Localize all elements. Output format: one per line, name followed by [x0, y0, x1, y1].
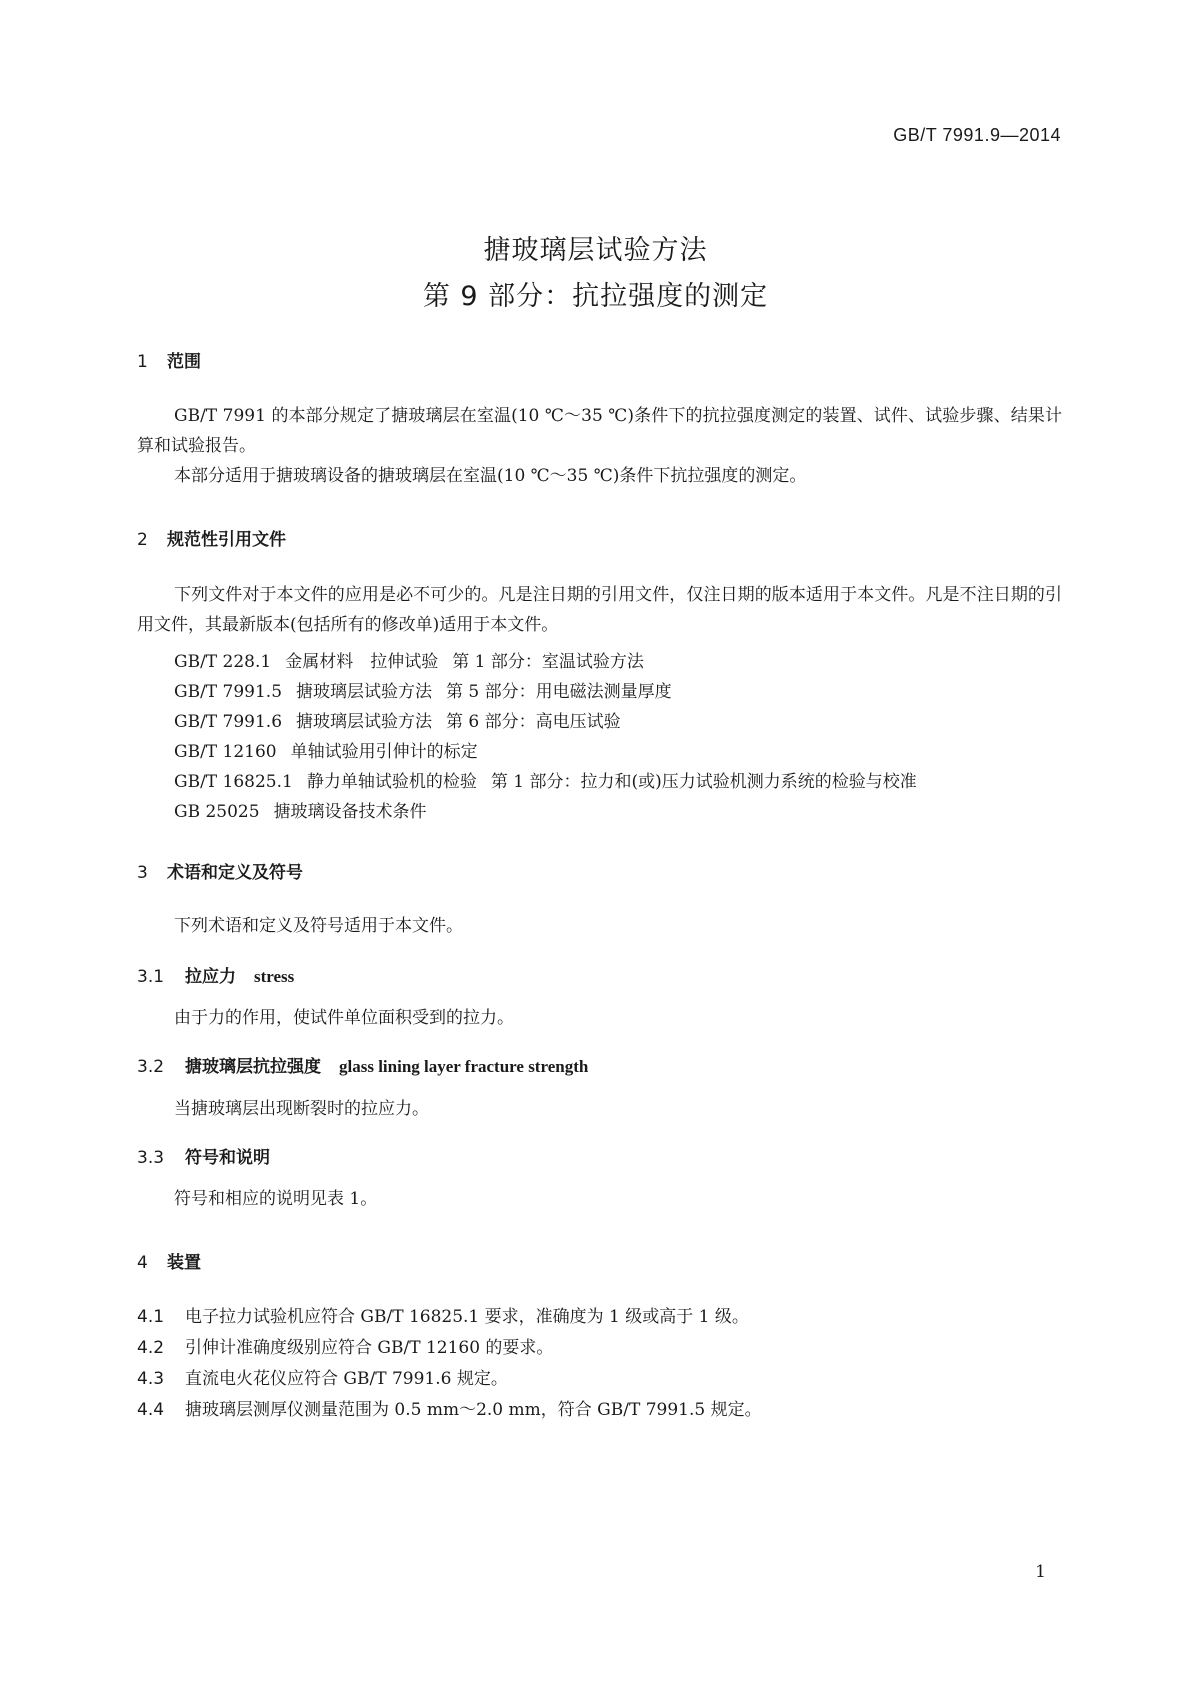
reference-title: 静力单轴试验机的检验 — [306, 772, 477, 792]
section-2-intro — [137, 580, 1062, 640]
section-2-heading — [137, 525, 286, 550]
term-3-2-heading — [137, 1052, 588, 1077]
clause-text: 引伸计准确度级别应符合 GB/T 12160 的要求。 — [185, 1338, 554, 1358]
clause-item — [137, 1364, 508, 1389]
reference-code: GB/T 16825.1 — [174, 772, 293, 792]
reference-part: 第 1 部分：室温试验方法 — [452, 652, 644, 672]
reference-code: GB/T 7991.6 — [174, 712, 283, 732]
clause-number: 4.4 — [137, 1400, 165, 1420]
reference-code: GB/T 7991.5 — [174, 682, 283, 702]
clause-number: 4.2 — [137, 1338, 165, 1358]
term-3-1-definition — [137, 1003, 1062, 1033]
reference-code: GB/T 228.1 — [174, 652, 272, 672]
section-title: 范围 — [167, 352, 201, 372]
page-number: 1 — [1035, 1562, 1046, 1582]
section-3-heading — [137, 858, 303, 883]
section-number: 1 — [137, 352, 148, 372]
clause-text: 电子拉力试验机应符合 GB/T 16825.1 要求，准确度为 1 级或高于 1 级。 — [185, 1307, 749, 1327]
title-line-2: 第 9 部分：抗拉强度的测定 — [422, 281, 769, 312]
reference-title: 搪玻璃层试验方法 — [296, 682, 433, 702]
standard-code: GB/T 7991.9—2014 — [893, 125, 1061, 145]
reference-title: 搪玻璃设备技术条件 — [273, 802, 427, 822]
term-english: glass lining layer fracture strength — [339, 1057, 589, 1076]
reference-part: 第 6 部分：高电压试验 — [446, 712, 621, 732]
paragraph-text: 下列术语和定义及符号适用于本文件。 — [174, 916, 463, 936]
term-chinese: 符号和说明 — [185, 1148, 270, 1168]
document-title — [0, 228, 1191, 320]
reference-code: GB 25025 — [174, 802, 260, 822]
section-title: 规范性引用文件 — [167, 530, 286, 550]
term-3-3-definition — [137, 1184, 1062, 1214]
reference-title: 搪玻璃层试验方法 — [296, 712, 433, 732]
reference-title: 金属材料 拉伸试验 — [285, 652, 439, 672]
clause-text: 搪玻璃层测厚仪测量范围为 0.5 mm～2.0 mm，符合 GB/T 7991.5 规定。 — [185, 1400, 762, 1420]
reference-item — [174, 767, 917, 792]
definition-text: 由于力的作用，使试件单位面积受到的拉力。 — [174, 1008, 514, 1028]
section-1-paragraph-2 — [137, 461, 1062, 491]
definition-text: 符号和相应的说明见表 1。 — [174, 1189, 378, 1209]
reference-item — [174, 737, 492, 762]
section-1-paragraph-1 — [137, 401, 1062, 461]
section-number: 4 — [137, 1253, 148, 1273]
section-number: 2 — [137, 530, 148, 550]
term-english: stress — [254, 967, 295, 986]
section-1-heading — [137, 347, 201, 372]
clause-item — [137, 1302, 749, 1327]
clause-item — [137, 1333, 553, 1358]
reference-item — [174, 797, 441, 822]
term-number: 3.2 — [137, 1057, 165, 1077]
paragraph-text: 本部分适用于搪玻璃设备的搪玻璃层在室温(10 ℃～35 ℃)条件下抗拉强度的测定。 — [174, 466, 807, 486]
term-number: 3.1 — [137, 967, 165, 987]
term-3-3-heading — [137, 1143, 270, 1168]
paragraph-text: 下列文件对于本文件的应用是必不可少的。凡是注日期的引用文件，仅注日期的版本适用于本文件。凡是不注日期的引用文件，其最新版本(包括所有的修改单)适用于本文件。 — [137, 585, 1062, 635]
definition-text: 当搪玻璃层出现断裂时的拉应力。 — [174, 1099, 429, 1119]
reference-part: 第 5 部分：用电磁法测量厚度 — [446, 682, 672, 702]
reference-item — [174, 707, 621, 732]
clause-number: 4.1 — [137, 1307, 165, 1327]
reference-title: 单轴试验用引伸计的标定 — [290, 742, 478, 762]
reference-code: GB/T 12160 — [174, 742, 277, 762]
paragraph-text: GB/T 7991 的本部分规定了搪玻璃层在室温(10 ℃～35 ℃)条件下的抗拉强度测定的装置、试件、试验步骤、结果计算和试验报告。 — [137, 406, 1062, 456]
section-title: 术语和定义及符号 — [167, 863, 303, 883]
reference-item — [174, 677, 672, 702]
reference-item — [174, 647, 644, 672]
section-3-intro — [137, 911, 1062, 941]
clause-number: 4.3 — [137, 1369, 165, 1389]
term-3-1-heading — [137, 962, 294, 987]
term-number: 3.3 — [137, 1148, 165, 1168]
section-title: 装置 — [167, 1253, 201, 1273]
section-number: 3 — [137, 863, 148, 883]
reference-part: 第 1 部分：拉力和(或)压力试验机测力系统的检验与校准 — [490, 772, 917, 792]
title-line-1: 搪玻璃层试验方法 — [483, 235, 708, 266]
clause-item — [137, 1395, 762, 1420]
section-4-heading — [137, 1248, 201, 1273]
term-3-2-definition — [137, 1094, 1062, 1124]
clause-text: 直流电火花仪应符合 GB/T 7991.6 规定。 — [185, 1369, 508, 1389]
term-chinese: 搪玻璃层抗拉强度 — [185, 1057, 321, 1077]
term-chinese: 拉应力 — [185, 967, 236, 987]
